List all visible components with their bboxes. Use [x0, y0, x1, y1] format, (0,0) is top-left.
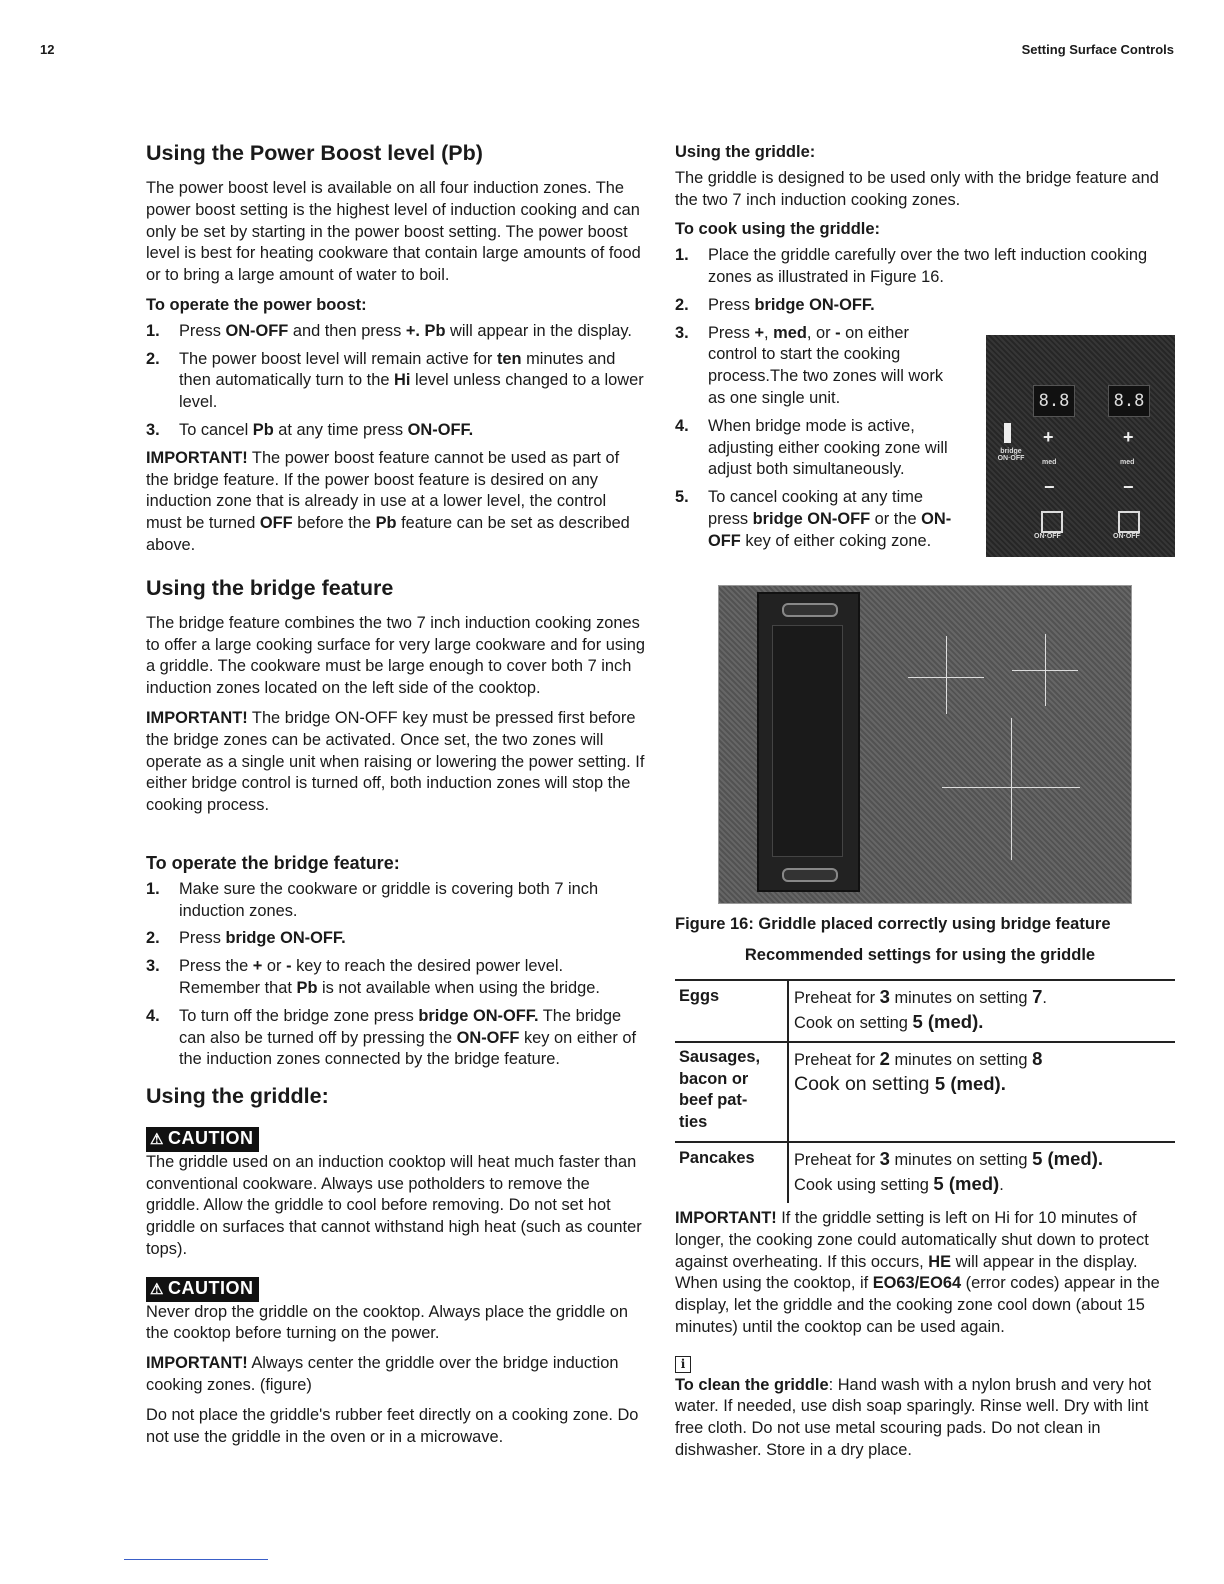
- left-column: [146, 140, 646, 1456]
- minus-icon: −: [1044, 477, 1055, 497]
- table-cell-food: Sausages, bacon or beef pat-ties: [679, 1048, 761, 1131]
- list-item: 1. Place the griddle carefully over the two left induction cooking zones as illustrated in Figure 16.: [675, 246, 1148, 286]
- table-cell-setting: Preheat for 2 minutes on setting 8 Cook on setting 5 (med).: [788, 1042, 1175, 1142]
- power-boost-op-title: To operate the power boost:: [146, 295, 367, 314]
- caution-text-1: The griddle used on an induction cooktop will heat much faster than conventional cookware. Always use potholders to remove the griddle. Allow the griddle to cool before removing. Do not set hot griddle on surfaces that cannot withstand high heat (such as counter tops).: [146, 1152, 642, 1259]
- med-label: med: [1120, 459, 1135, 466]
- heading-bridge: Using the bridge feature: [146, 575, 394, 600]
- figure-caption: Figure 16: Griddle placed correctly using bridge feature: [675, 915, 1111, 933]
- list-item: 2. Press bridge ON-OFF.: [675, 295, 875, 314]
- list-item: 1. Press ON-OFF and then press +. Pb will appear in the display.: [146, 321, 632, 340]
- zone-marker: [1012, 670, 1078, 671]
- zone-marker: [946, 636, 947, 714]
- power-icon: [1118, 511, 1140, 533]
- bridge-icon: [1004, 423, 1011, 443]
- caution-badge: ⚠ CAUTION: [146, 1127, 259, 1152]
- list-item: 2. Press bridge ON-OFF.: [146, 929, 346, 948]
- power-icon: [1041, 511, 1063, 533]
- table-cell-food: Eggs: [679, 987, 720, 1005]
- info-row: [675, 1353, 1175, 1375]
- bridge-important: IMPORTANT! The bridge ON-OFF key must be pressed first before the bridge zones can be activated. Once set, the two zones will operate as a single unit when raising or lowering the power setting. If either bridge control is turned off, both induction zones will stop the cooking process.: [146, 708, 645, 815]
- warning-icon: ⚠: [150, 1131, 164, 1149]
- table-cell-food: Pancakes: [679, 1149, 755, 1167]
- plus-icon: +: [1043, 427, 1054, 447]
- heading-power-boost: Using the Power Boost level (Pb): [146, 141, 483, 165]
- caution-badge: ⚠ CAUTION: [146, 1277, 259, 1302]
- med-label: med: [1042, 459, 1057, 466]
- caution-text-2: Never drop the griddle on the cooktop. Always place the griddle on the cooktop before turning on the power.: [146, 1302, 629, 1343]
- feet-note: Do not place the griddle's rubber feet directly on a cooking zone. Do not use the griddle in the oven or in a microwave.: [146, 1405, 639, 1446]
- important-note: [675, 1208, 1175, 1470]
- control-panel-image: [986, 335, 1175, 557]
- list-item: 3. Press +, med, or - on either control to start the cooking process.The two zones will work as one single unit.: [675, 323, 944, 407]
- zone-marker: [908, 677, 984, 678]
- section-title: Setting Surface Controls: [1021, 42, 1174, 57]
- plus-icon: +: [1123, 427, 1134, 447]
- griddle-handle: [782, 603, 838, 617]
- griddle-intro: The griddle is designed to be used only with the bridge feature and the two 7 inch induction cooking zones.: [675, 168, 1159, 209]
- onoff-label: ON·OFF: [1034, 533, 1061, 540]
- griddle-subtitle: Using the griddle:: [675, 143, 816, 161]
- power-boost-intro: The power boost level is available on all four induction zones. The power boost setting is the highest level of induction cooking and can only be set by starting in the power boost setting. The power boost level is best for heating cookware that contain large amounts of food or to bring a large amount of water to boil.: [146, 179, 641, 285]
- table-cell-setting: Preheat for 3 minutes on setting 7. Cook on setting 5 (med).: [788, 980, 1175, 1042]
- bridge-intro: The bridge feature combines the two 7 inch induction cooking zones to offer a large cooking surface for very large cookware and for using a griddle. The cookware must be large enough to cover both 7 inch induction zones located on the left side of the cooktop.: [146, 613, 645, 698]
- warning-icon: ⚠: [150, 1280, 164, 1298]
- griddle-handle: [782, 868, 838, 882]
- footer-line: [124, 1559, 268, 1560]
- bridge-steps: [146, 879, 646, 1071]
- list-item: 4. When bridge mode is active, adjusting either cooking zone will adjust both simultaneously.: [675, 416, 948, 479]
- list-item: 5. To cancel cooking at any time press bridge ON-OFF or the ON-OFF key of either coking zone.: [675, 488, 952, 550]
- zone-marker: [1011, 718, 1012, 860]
- table-row: [675, 1042, 1175, 1142]
- info-icon: i: [675, 1356, 691, 1373]
- list-item: 1. Make sure the cookware or griddle is covering both 7 inch induction zones.: [146, 879, 599, 920]
- power-boost-important: IMPORTANT! The power boost feature cannot be used as part of the bridge feature. If the power boost feature is desired on any induction zone that is already in use at a lower level, the control must be turned OFF before the Pb feature can be set as described above.: [146, 448, 630, 554]
- table-cell-setting: Preheat for 3 minutes on setting 5 (med). Cook using setting 5 (med).: [788, 1142, 1175, 1203]
- table-row: [675, 1142, 1175, 1203]
- display-left: 8.8: [1033, 385, 1075, 417]
- list-item: 3. To cancel Pb at any time press ON-OFF.: [146, 420, 474, 439]
- settings-table: [675, 979, 1175, 1203]
- onoff-label: ON·OFF: [1113, 533, 1140, 540]
- minus-icon: −: [1123, 477, 1134, 497]
- clean-text: To clean the griddle: Hand wash with a nylon brush and very hot water. If needed, use dish soap sparingly. Rinse well. Dry with lint free cloth. Do not use metal scouring pads. Do not clean in dishwasher. Store in a dry place.: [675, 1375, 1152, 1459]
- center-important: IMPORTANT! Always center the griddle over the bridge induction cooking zones. (figure): [146, 1354, 619, 1395]
- table-title: Recommended settings for using the griddle: [744, 946, 1096, 964]
- page-number: 12: [40, 42, 55, 57]
- list-item: 4. To turn off the bridge zone press bridge ON-OFF. The bridge can also be turned off by pressing the ON-OFF key on either of the induction zones connected by the bridge feature.: [146, 1006, 637, 1069]
- list-item: 2. The power boost level will remain active for ten minutes and then automatically turn to the Hi level unless changed to a lower level.: [146, 349, 644, 412]
- bridge-op-title: To operate the bridge feature:: [146, 852, 400, 873]
- cook-title: To cook using the griddle:: [675, 220, 881, 239]
- list-item: 3. Press the + or - key to reach the desired power level. Remember that Pb is not available when using the bridge.: [146, 957, 600, 997]
- table-row: [675, 980, 1175, 1042]
- bridge-label: bridge ON·OFF: [997, 448, 1025, 462]
- griddle-surface: [772, 625, 843, 857]
- zone-marker: [942, 787, 1080, 788]
- overheat-important: IMPORTANT! If the griddle setting is left on Hi for 10 minutes of longer, the cooking zone could automatically shut down to protect against overheating. If this occurs, HE will appear in the display. When using the cooktop, if EO63/EO64 (error codes) appear in the display, let the griddle and the cooking zone cool down (about 15 minutes) until the cooktop can be used again.: [675, 1209, 1160, 1336]
- heading-griddle: Using the griddle:: [146, 1084, 329, 1109]
- display-right: 8.8: [1108, 385, 1150, 417]
- power-boost-steps: [146, 321, 646, 442]
